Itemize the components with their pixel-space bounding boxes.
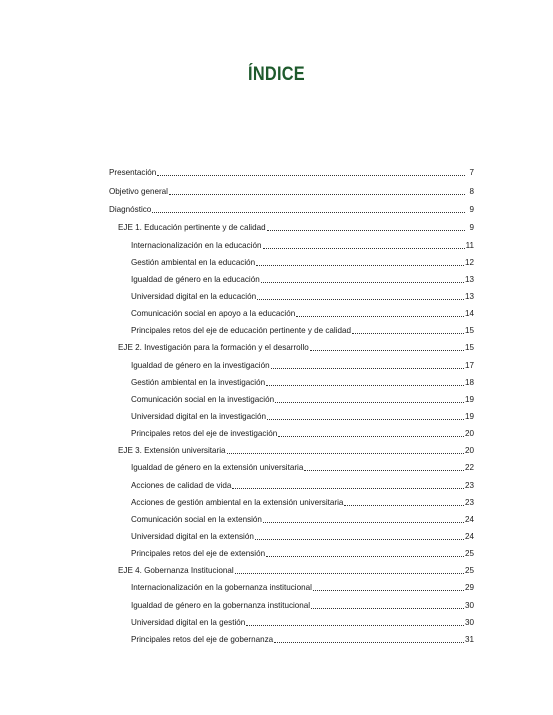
dot-leader [266,385,464,386]
dot-leader [344,505,464,506]
toc-entry-page: 9 [469,205,474,215]
toc-entry[interactable] [109,508,474,525]
toc-entry[interactable] [109,285,474,302]
toc-entry[interactable] [109,456,474,473]
toc-entry-page: 25 [464,566,474,576]
toc-entry-page: 19 [464,412,474,421]
toc-entry-label: Principales retos del eje de investigación [131,429,278,439]
toc-entry-page: 19 [464,394,474,404]
toc-entry[interactable] [109,179,474,196]
toc-entry-page: 11 [465,240,474,250]
toc-entry-page: 31 [464,634,474,644]
toc-entry-label: Igualdad de género en la gobernanza institucional [131,600,311,610]
toc-entry[interactable] [109,593,474,610]
toc-entry[interactable] [109,542,474,559]
toc-entry-label: Universidad digital en la extensión [131,531,254,541]
dot-leader [263,522,464,523]
dot-leader [261,282,464,283]
toc-entry[interactable] [109,422,474,439]
toc-entry-page: 18 [464,377,474,387]
toc-entry-page: 7 [469,168,474,178]
dot-leader [255,539,464,540]
toc-entry-page: 29 [464,583,474,593]
toc-entry-label: Presentación [109,168,157,178]
toc-entry-page: 20 [464,429,474,439]
toc-entry-page: 24 [464,514,474,524]
toc-entry[interactable] [109,576,474,593]
toc-entry-label: Comunicación social en la investigación [131,394,275,404]
toc-entry-page: 23 [464,497,474,507]
dot-leader [227,453,464,454]
toc-entry-label: Internacionalización en la educación [131,240,262,250]
dot-leader [310,350,464,351]
toc-entry[interactable] [109,491,474,508]
dot-leader [304,470,464,471]
toc-entry[interactable] [109,233,474,250]
toc-entry-label: Universidad digital en la investigación [131,412,266,421]
table-of-contents [109,161,474,645]
toc-entry-page: 30 [464,600,474,610]
toc-entry-page: 24 [464,531,474,541]
toc-entry[interactable] [109,559,474,576]
toc-entry-label: Principales retos del eje de educación pertinente y de calidad [131,326,352,336]
toc-entry-label: EJE 2. Investigación para la formación y el desarrollo [118,343,309,353]
toc-entry-label: Objetivo general [109,186,168,196]
dot-leader [278,436,464,437]
toc-entry[interactable] [109,473,474,490]
dot-leader [263,248,465,249]
toc-entry[interactable] [109,302,474,319]
toc-entry[interactable] [109,611,474,628]
toc-entry-label: Igualdad de género en la investigación [131,360,270,370]
toc-entry-label: Igualdad de género en la educación [131,274,260,284]
toc-entry[interactable] [109,628,474,645]
dot-leader [169,194,465,195]
toc-entry-label: Comunicación social en apoyo a la educación [131,309,296,319]
dot-leader [267,230,465,231]
toc-entry-page: 17 [464,360,474,370]
dot-leader [235,573,464,574]
toc-entry-page: 8 [469,186,474,196]
dot-leader [313,590,464,591]
toc-entry-label: Universidad digital en la educación [131,292,257,302]
toc-entry[interactable] [109,251,474,268]
dot-leader [152,212,465,213]
toc-entry-label: EJE 1. Educación pertinente y de calidad [118,223,266,233]
toc-entry[interactable] [109,525,474,542]
toc-entry-page: 12 [464,257,474,267]
toc-entry[interactable] [109,268,474,285]
dot-leader [246,625,464,626]
toc-entry[interactable] [109,405,474,422]
toc-entry-page: 20 [464,446,474,456]
dot-leader [271,368,464,369]
toc-entry-page: 9 [469,223,474,233]
dot-leader [266,556,464,557]
toc-entry-label: Principales retos del eje de extensión [131,549,266,559]
toc-entry-label: Gestión ambiental en la educación [131,257,256,267]
dot-leader [352,333,464,334]
toc-entry-page: 23 [464,480,474,490]
toc-entry-page: 22 [464,463,474,473]
toc-entry-label: EJE 4. Gobernanza Institucional [118,566,234,576]
toc-entry-label: EJE 3. Extensión universitaria [118,446,226,456]
toc-entry-page: 15 [464,343,474,353]
dot-leader [275,402,464,403]
toc-entry[interactable] [109,439,474,456]
toc-entry-label: Acciones de calidad de vida [131,480,232,490]
toc-entry-label: Acciones de gestión ambiental en la extensión universitaria [131,497,344,507]
page-title: ÍNDICE [248,64,305,85]
dot-leader [267,419,464,420]
toc-entry-page: 14 [464,309,474,319]
toc-entry[interactable] [109,161,474,178]
toc-entry-label: Principales retos del eje de gobernanza [131,634,274,644]
toc-entry-label: Comunicación social en la extensión [131,514,262,524]
toc-entry-label: Universidad digital en la gestión [131,617,246,627]
toc-entry[interactable] [109,319,474,336]
dot-leader [256,265,464,266]
toc-entry-label: Internacionalización en la gobernanza institucional [131,583,312,593]
dot-leader [296,316,464,317]
toc-entry-label: Diagnóstico [109,205,152,215]
toc-entry-page: 15 [464,326,474,336]
toc-entry[interactable] [109,198,474,215]
toc-entry-page: 13 [464,292,474,302]
toc-entry[interactable] [109,353,474,370]
toc-entry-page: 30 [464,617,474,627]
toc-entry[interactable] [109,371,474,388]
dot-leader [274,642,464,643]
toc-entry[interactable] [109,388,474,405]
dot-leader [232,488,464,489]
toc-entry-page: 13 [464,274,474,284]
dot-leader [311,608,464,609]
toc-entry[interactable] [109,216,474,233]
toc-entry-label: Gestión ambiental en la investigación [131,377,266,387]
toc-entry-page: 25 [464,549,474,559]
dot-leader [157,175,465,176]
toc-entry[interactable] [109,336,474,353]
dot-leader [257,299,464,300]
toc-entry-label: Igualdad de género en la extensión universitaria [131,463,304,473]
